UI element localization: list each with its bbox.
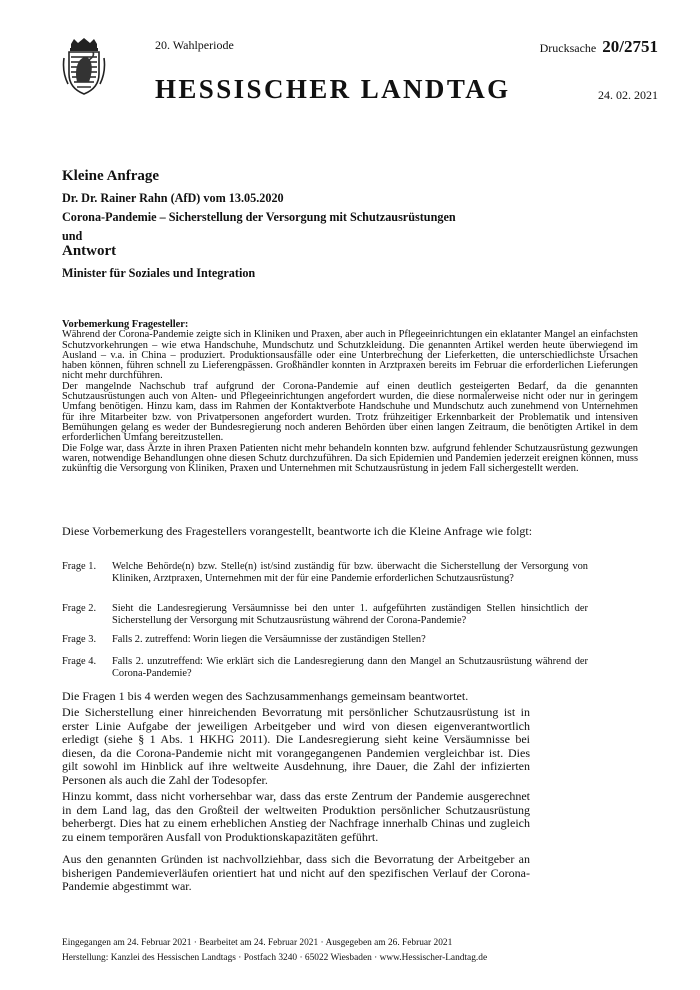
- question-label: Frage 2.: [62, 603, 97, 614]
- hessen-coat-of-arms-icon: [62, 38, 106, 96]
- question-text: Welche Behörde(n) bzw. Stelle(n) ist/sind zuständig für bzw. überwacht die Sicherstellung der Versorgung von Kliniken, Arztpraxen, Unternehmen mit der für eine Pandemie erforderlichen Schutzausrüstung?: [112, 561, 588, 584]
- inquiry-und: und: [62, 229, 83, 243]
- preliminary-heading: Vorbemerkung Fragesteller:: [62, 319, 189, 330]
- question-text: Sieht die Landesregierung Versäumnisse bei den unter 1. aufgeführten zuständigen Stellen hinsichtlich der Sicherstellung der Versorgung mit Schutzausrüstung während der Corona-Pandemie?: [112, 603, 588, 626]
- document-number-label: Drucksache: [539, 41, 597, 55]
- question-item: [62, 656, 638, 679]
- question-text: Falls 2. zutreffend: Worin liegen die Versäumnisse der zuständigen Stellen?: [112, 634, 426, 645]
- answer-paragraph-3: Hinzu kommt, dass nicht vorhersehbar war, dass das erste Zentrum der Pandemie ausgerechnet in dem Land lag, das den Großteil der weltweiten Produktion persönlicher Schutzausrüstung beherbergt. Dies hat zu einem erheblichen Anstieg der Nachfrage innerhalb Chinas und zugleich zu einem temporären Ausfall von Produktionskapazitäten geführt.: [62, 789, 530, 844]
- footer-publisher: Herstellung: Kanzlei des Hessischen Landtags · Postfach 3240 · 65022 Wiesbaden · www.Hessischer-Landtag.de: [62, 953, 488, 963]
- inquiry-type: Kleine Anfrage: [62, 168, 160, 184]
- question-label: Frage 4.: [62, 656, 97, 667]
- question-text: Falls 2. unzutreffend: Wie erklärt sich die Landesregierung dann den Mangel an Schutzausrüstung während der Corona-Pandemie?: [112, 656, 588, 679]
- preliminary-remarks: [62, 320, 638, 474]
- minister: Minister für Soziales und Integration: [62, 266, 256, 280]
- question-item: [62, 561, 638, 584]
- preliminary-paragraph-3: Die Folge war, dass Ärzte in ihren Praxen Patienten nicht mehr behandeln konnten bzw. aufgrund fehlender Schutzausrüstung gezwungen waren, notwendige Behandlungen ohne diesen Schutz durchzuführen. Da sich Epidemien und Pandemien jederzeit ereignen können, muss zukünftig die Versorgung von Kliniken, Praxen und Unternehmen mit Schutzausrüstung in jedem Fall sichergestellt werden.: [62, 442, 638, 475]
- question-label: Frage 1.: [62, 561, 97, 572]
- footer-dates: Eingegangen am 24. Februar 2021 · Bearbeitet am 24. Februar 2021 · Ausgegeben am 26. Februar 2021: [62, 938, 453, 948]
- parliament-title: HESSISCHER LANDTAG: [155, 74, 511, 104]
- preliminary-paragraph-1: Während der Corona-Pandemie zeigte sich in Kliniken und Praxen, aber auch in Pflegeeinrichtungen ein eklatanter Mangel an einfachsten Schutzvorkehrungen – wie etwa Handschuhe, Mundschutz und Schutzkleidung. Die genannten Artikel werden heute überwiegend im Ausland – v.a. in China – produziert. Produktionsausfälle oder eine Unterbrechung der Lieferketten, die unterschiedlichste Ursachen haben können, führen schnell zu Lieferengpässen. Großhändler konnten in Arztpraxen bereits im Februar die erforderlichen Lieferungen nicht mehr durchführen.: [62, 329, 638, 382]
- document-number-value: 20/2751: [602, 37, 658, 56]
- question-item: [62, 634, 638, 646]
- preliminary-paragraph-2: Der mangelnde Nachschub traf aufgrund der Corona-Pandemie auf einen deutlich gesteigerten Bedarf, da die genannten Schutzausrüstungen auch von Alten- und Pflegeeinrichtungen angefordert wurden, die diese normalerweise nicht oder nur in geringem Umfang benötigen. Hinzu kam, dass im Rahmen der Kontaktverbote Handschuhe und Mundschutz auch zunehmend von Unternehmen für ihre Mitarbeiter bzw. von Privatpersonen angefordert wurden. Trotz frühzeitiger Erkennbarkeit der Problematik und intensiven Bemühungen gelang es weder der Bundesregierung noch anderen Behörden über einen langen Zeitraum, die benötigten Artikel in dem erforderlichen Umfang bereitzustellen.: [62, 380, 638, 444]
- legislative-period: 20. Wahlperiode: [155, 38, 234, 52]
- question-item: [62, 603, 638, 626]
- document-date: 24. 02. 2021: [598, 88, 658, 102]
- inquiry-subject: Corona-Pandemie – Sicherstellung der Versorgung mit Schutzausrüstungen: [62, 210, 456, 224]
- document-number: [540, 37, 658, 57]
- answer-paragraph-1: Die Fragen 1 bis 4 werden wegen des Sachzusammenhangs gemeinsam beantwortet.: [62, 689, 469, 703]
- answer-paragraph-4: Aus den genannten Gründen ist nachvollziehbar, dass sich die Bevorratung der Arbeitgeber an bisherigen Pandemieverläufen orientiert hat und nicht auf den spezifischen Verlauf der Corona-Pandemie abgestimmt war.: [62, 852, 530, 894]
- answer-label: Antwort: [62, 243, 117, 259]
- intro-sentence: Diese Vorbemerkung des Fragestellers vorangestellt, beantworte ich die Kleine Anfrage wie folgt:: [62, 524, 533, 538]
- question-label: Frage 3.: [62, 634, 97, 645]
- inquiry-author: Dr. Dr. Rainer Rahn (AfD) vom 13.05.2020: [62, 191, 284, 205]
- answer-paragraph-2: Die Sicherstellung einer hinreichenden Bevorratung mit persönlicher Schutzausrüstung ist in erster Linie Aufgabe der jeweiligen Arbeitgeber und wird von diesen eigenverantwortlich erledigt (siehe § 1 Abs. 1 HKHG 2011). Die Landesregierung sieht keine Versäumnisse bei diesen, da die Corona-Pandemie nicht mit vorangegangenen Pandemien vergleichbar ist. Dies gilt sowohl im Hinblick auf ihre weltweite Ausdehnung, ihre Dauer, die Zahl der infizierten Personen als auch die Zahl der Todesopfer.: [62, 705, 530, 787]
